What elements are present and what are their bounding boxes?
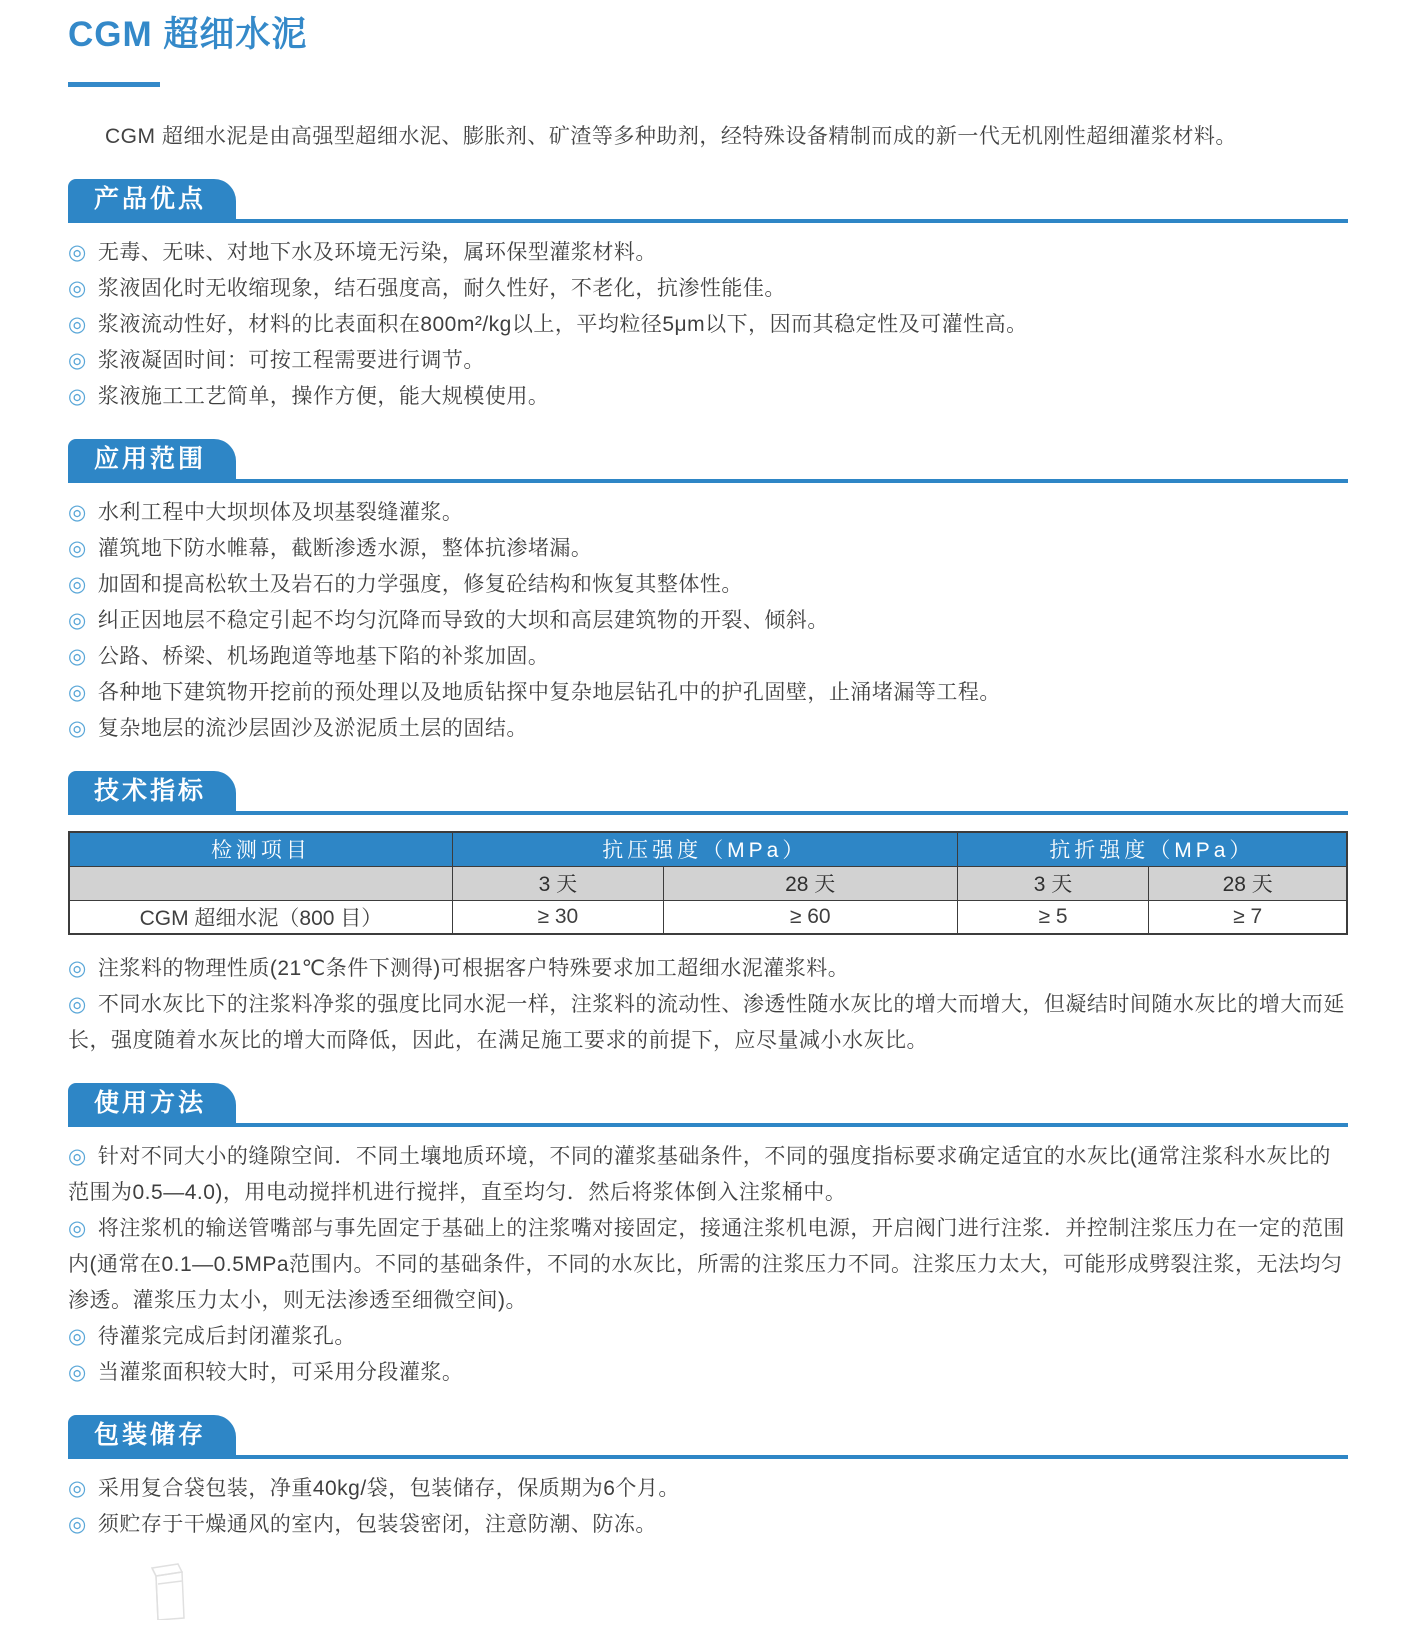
list-item-text: 注浆料的物理性质(21℃条件下测得)可根据客户特殊要求加工超细水泥灌浆料。 bbox=[97, 957, 850, 980]
list-item bbox=[68, 343, 1348, 379]
table-notes bbox=[68, 951, 1348, 1059]
table-subheader-empty-cell bbox=[69, 866, 452, 900]
list-item-text: 复杂地层的流沙层固沙及淤泥质土层的固结。 bbox=[97, 717, 528, 740]
list-item bbox=[68, 567, 1348, 603]
list-item bbox=[68, 711, 1348, 747]
section-tab-label: 应用范围 bbox=[68, 439, 236, 479]
list-item-text: 浆液凝固时间：可按工程需要进行调节。 bbox=[97, 349, 485, 372]
list-item-text: 浆液施工工艺简单，操作方便，能大规模使用。 bbox=[97, 385, 550, 408]
list-item bbox=[68, 639, 1348, 675]
ring-bullet-icon: ◎ bbox=[68, 609, 87, 632]
list-item bbox=[68, 675, 1348, 711]
ring-bullet-icon: ◎ bbox=[68, 385, 87, 408]
list-item-text: 灌筑地下防水帷幕，截断渗透水源，整体抗渗堵漏。 bbox=[97, 537, 593, 560]
section-application-scope bbox=[68, 439, 1348, 747]
list-item-text: 当灌浆面积较大时，可采用分段灌浆。 bbox=[97, 1361, 464, 1384]
ring-bullet-icon: ◎ bbox=[68, 681, 87, 704]
list-item bbox=[68, 307, 1348, 343]
section-header-application-scope bbox=[68, 439, 1348, 483]
section-header-usage-method bbox=[68, 1083, 1348, 1127]
list-item bbox=[68, 495, 1348, 531]
ring-bullet-icon: ◎ bbox=[68, 1217, 87, 1240]
list-item-text: 浆液流动性好，材料的比表面积在800m²/kg以上，平均粒径5μm以下，因而其稳定性及可灌性高。 bbox=[97, 313, 1028, 336]
section-product-advantages bbox=[68, 179, 1348, 415]
section-header-technical-indicators bbox=[68, 771, 1348, 815]
ring-bullet-icon: ◎ bbox=[68, 349, 87, 372]
list-item bbox=[68, 1507, 1348, 1543]
ring-bullet-icon: ◎ bbox=[68, 313, 87, 336]
ring-bullet-icon: ◎ bbox=[68, 277, 87, 300]
section-technical-indicators bbox=[68, 771, 1348, 1059]
section-packaging-storage bbox=[68, 1415, 1348, 1543]
list-item bbox=[68, 1471, 1348, 1507]
table-header-flexural-strength: 抗折强度（MPa） bbox=[957, 832, 1347, 866]
list-item-text: 无毒、无味、对地下水及环境无污染，属环保型灌浆材料。 bbox=[97, 241, 657, 264]
ring-bullet-icon: ◎ bbox=[68, 573, 87, 596]
ring-bullet-icon: ◎ bbox=[68, 1513, 87, 1536]
table-subheader-row bbox=[69, 866, 1347, 900]
list-item-text: 各种地下建筑物开挖前的预处理以及地质钻探中复杂地层钻孔中的护孔固壁，止涌堵漏等工程。 bbox=[97, 681, 1001, 704]
list-item bbox=[68, 1139, 1348, 1211]
ring-bullet-icon: ◎ bbox=[68, 1145, 87, 1168]
package-bag-icon bbox=[138, 1560, 192, 1625]
table-header-row bbox=[69, 832, 1347, 866]
list-item bbox=[68, 1355, 1348, 1391]
table-cell-value: ≥ 30 bbox=[452, 900, 663, 934]
table-cell-value: ≥ 5 bbox=[957, 900, 1149, 934]
table-subheader-age: 28 天 bbox=[1149, 866, 1347, 900]
section-tab-label: 包装储存 bbox=[68, 1415, 236, 1455]
ring-bullet-icon: ◎ bbox=[68, 1361, 87, 1384]
section-usage-method bbox=[68, 1083, 1348, 1391]
ring-bullet-icon: ◎ bbox=[68, 957, 87, 980]
list-item bbox=[68, 1211, 1348, 1319]
list-item-text: 纠正因地层不稳定引起不均匀沉降而导致的大坝和高层建筑物的开裂、倾斜。 bbox=[97, 609, 829, 632]
table-header-compressive-strength: 抗压强度（MPa） bbox=[452, 832, 957, 866]
ring-bullet-icon: ◎ bbox=[68, 645, 87, 668]
list-item-text: 水利工程中大坝坝体及坝基裂缝灌浆。 bbox=[97, 501, 464, 524]
ring-bullet-icon: ◎ bbox=[68, 501, 87, 524]
list-item bbox=[68, 379, 1348, 415]
spec-table bbox=[68, 831, 1348, 935]
intro-paragraph: CGM 超细水泥是由高强型超细水泥、膨胀剂、矿渣等多种助剂，经特殊设备精制而成的新一代无机刚性超细灌浆材料。 bbox=[105, 125, 1237, 148]
title-underline bbox=[68, 82, 160, 87]
list-item bbox=[68, 951, 1348, 987]
list-item-text: 待灌浆完成后封闭灌浆孔。 bbox=[97, 1325, 356, 1348]
page-title: CGM 超细水泥 bbox=[68, 15, 308, 54]
list-item bbox=[68, 603, 1348, 639]
section-header-packaging-storage bbox=[68, 1415, 1348, 1459]
section-tab-label: 产品优点 bbox=[68, 179, 236, 219]
table-cell-product-name: CGM 超细水泥（800 目） bbox=[69, 900, 452, 934]
table-cell-value: ≥ 7 bbox=[1149, 900, 1347, 934]
ring-bullet-icon: ◎ bbox=[68, 241, 87, 264]
list-item-text: 浆液固化时无收缩现象，结石强度高，耐久性好，不老化，抗渗性能佳。 bbox=[97, 277, 786, 300]
table-row bbox=[69, 900, 1347, 934]
list-item-text: 公路、桥梁、机场跑道等地基下陷的补浆加固。 bbox=[97, 645, 550, 668]
ring-bullet-icon: ◎ bbox=[68, 1325, 87, 1348]
table-header-project: 检测项目 bbox=[69, 832, 452, 866]
list-item bbox=[68, 531, 1348, 567]
table-subheader-age: 28 天 bbox=[663, 866, 957, 900]
ring-bullet-icon: ◎ bbox=[68, 993, 87, 1016]
table-subheader-age: 3 天 bbox=[452, 866, 663, 900]
list-item-text: 加固和提高松软土及岩石的力学强度，修复砼结构和恢复其整体性。 bbox=[97, 573, 743, 596]
list-item bbox=[68, 987, 1348, 1059]
ring-bullet-icon: ◎ bbox=[68, 1477, 87, 1500]
table-subheader-age: 3 天 bbox=[957, 866, 1149, 900]
ring-bullet-icon: ◎ bbox=[68, 717, 87, 740]
ring-bullet-icon: ◎ bbox=[68, 537, 87, 560]
list-item-text: 将注浆机的输送管嘴部与事先固定于基础上的注浆嘴对接固定，接通注浆机电源，开启阀门进行注浆．并控制注浆压力在一定的范围内(通常在0.1—0.5MPa范围内。不同的基础条件，不同的水灰比，所需的注浆压力不同。注浆压力太大，可能形成劈裂注浆，无法均匀渗透。灌浆压力太小，则无法渗透至细微空间)。 bbox=[68, 1217, 1345, 1312]
list-item-text: 采用复合袋包装，净重40kg/袋，包装储存，保质期为6个月。 bbox=[97, 1477, 680, 1500]
section-tab-label: 使用方法 bbox=[68, 1083, 236, 1123]
section-tab-label: 技术指标 bbox=[68, 771, 236, 811]
table-cell-value: ≥ 60 bbox=[663, 900, 957, 934]
list-item bbox=[68, 1319, 1348, 1355]
list-item bbox=[68, 271, 1348, 307]
list-item bbox=[68, 235, 1348, 271]
list-item-text: 须贮存于干燥通风的室内，包装袋密闭，注意防潮、防冻。 bbox=[97, 1513, 657, 1536]
section-header-product-advantages bbox=[68, 179, 1348, 223]
list-item-text: 针对不同大小的缝隙空间．不同土壤地质环境，不同的灌浆基础条件，不同的强度指标要求确定适宜的水灰比(通常注浆科水灰比的范围为0.5—4.0)，用电动搅拌机进行搅拌，直至均匀．然后将浆体倒入注浆桶中。 bbox=[68, 1145, 1331, 1204]
list-item-text: 不同水灰比下的注浆料净浆的强度比同水泥一样，注浆料的流动性、渗透性随水灰比的增大而增大，但凝结时间随水灰比的增大而延长，强度随着水灰比的增大而降低，因此，在满足施工要求的前提下，应尽量减小水灰比。 bbox=[68, 993, 1345, 1052]
